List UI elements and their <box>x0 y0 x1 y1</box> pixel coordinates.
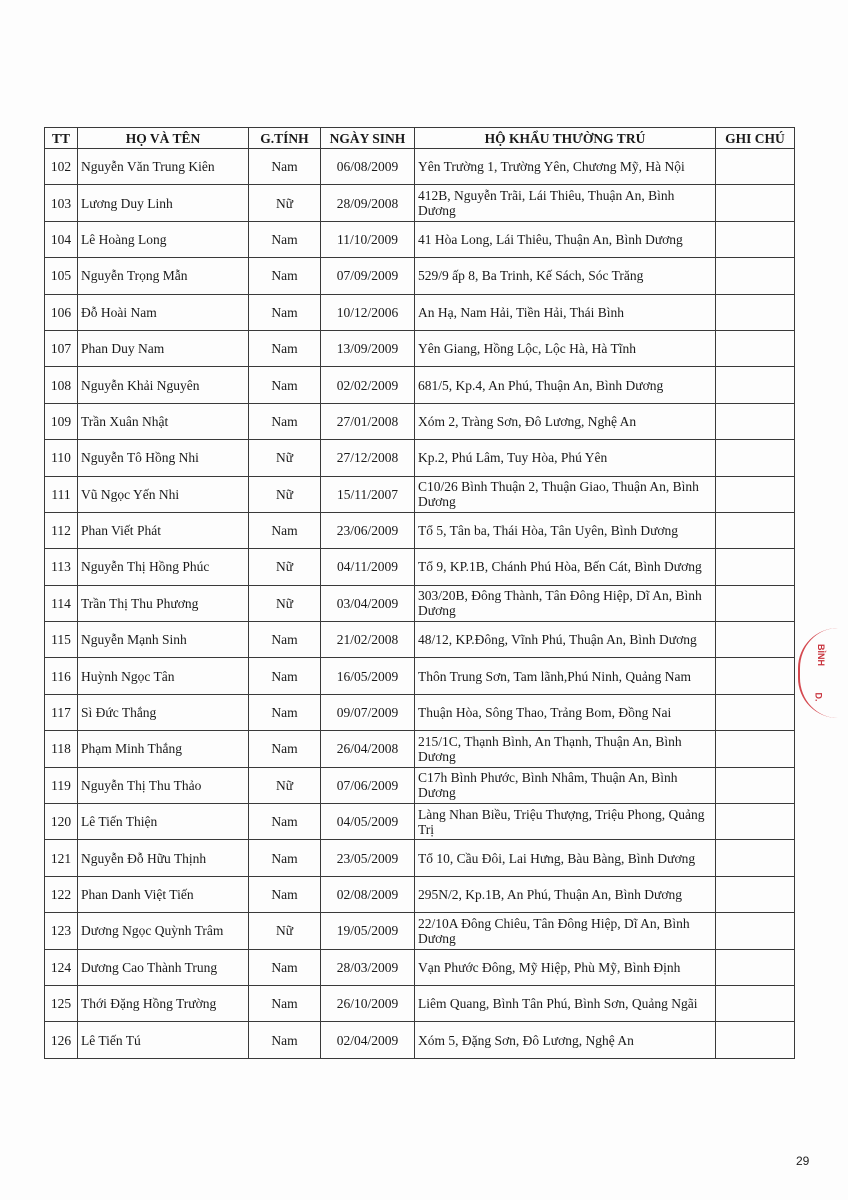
cell-notes <box>716 330 795 366</box>
cell-row-number: 119 <box>45 767 78 803</box>
cell-notes <box>716 221 795 257</box>
cell-full-name: Lê Tiến Tú <box>78 1022 249 1058</box>
cell-row-number: 108 <box>45 367 78 403</box>
cell-full-name: Lê Hoàng Long <box>78 221 249 257</box>
cell-permanent-address: C10/26 Bình Thuận 2, Thuận Giao, Thuận An, Bình Dương <box>415 476 716 512</box>
cell-full-name: Nguyễn Đỗ Hữu Thịnh <box>78 840 249 876</box>
cell-notes <box>716 258 795 294</box>
cell-permanent-address: Xóm 5, Đặng Sơn, Đô Lương, Nghệ An <box>415 1022 716 1058</box>
cell-gender: Nam <box>249 840 321 876</box>
cell-full-name: Vũ Ngọc Yến Nhi <box>78 476 249 512</box>
table-row <box>45 403 795 439</box>
header-tt: TT <box>45 128 78 149</box>
cell-date-of-birth: 23/05/2009 <box>321 840 415 876</box>
table-row <box>45 330 795 366</box>
cell-date-of-birth: 03/04/2009 <box>321 585 415 621</box>
table-row <box>45 476 795 512</box>
cell-row-number: 109 <box>45 403 78 439</box>
cell-row-number: 110 <box>45 440 78 476</box>
cell-gender: Nam <box>249 876 321 912</box>
cell-row-number: 104 <box>45 221 78 257</box>
table-row <box>45 549 795 585</box>
cell-full-name: Dương Ngọc Quỳnh Trâm <box>78 913 249 949</box>
cell-notes <box>716 658 795 694</box>
cell-date-of-birth: 23/06/2009 <box>321 512 415 548</box>
cell-permanent-address: 41 Hòa Long, Lái Thiêu, Thuận An, Bình Dương <box>415 221 716 257</box>
cell-date-of-birth: 27/01/2008 <box>321 403 415 439</box>
header-date-of-birth: NGÀY SINH <box>321 128 415 149</box>
page-number: 29 <box>796 1154 810 1168</box>
cell-permanent-address: Kp.2, Phú Lâm, Tuy Hòa, Phú Yên <box>415 440 716 476</box>
cell-row-number: 122 <box>45 876 78 912</box>
cell-gender: Nữ <box>249 440 321 476</box>
cell-gender: Nữ <box>249 549 321 585</box>
cell-date-of-birth: 28/09/2008 <box>321 185 415 221</box>
cell-gender: Nam <box>249 367 321 403</box>
cell-full-name: Thới Đặng Hồng Trường <box>78 985 249 1021</box>
cell-row-number: 106 <box>45 294 78 330</box>
table-row <box>45 367 795 403</box>
cell-full-name: Nguyễn Thị Hồng Phúc <box>78 549 249 585</box>
cell-full-name: Phan Danh Việt Tiến <box>78 876 249 912</box>
cell-row-number: 105 <box>45 258 78 294</box>
cell-notes <box>716 440 795 476</box>
table-row <box>45 913 795 949</box>
cell-permanent-address: 295N/2, Kp.1B, An Phú, Thuận An, Bình Dương <box>415 876 716 912</box>
table-row <box>45 840 795 876</box>
cell-date-of-birth: 28/03/2009 <box>321 949 415 985</box>
cell-row-number: 124 <box>45 949 78 985</box>
cell-notes <box>716 985 795 1021</box>
cell-row-number: 123 <box>45 913 78 949</box>
cell-permanent-address: Liêm Quang, Bình Tân Phú, Bình Sơn, Quảng Ngãi <box>415 985 716 1021</box>
table-row <box>45 149 795 185</box>
cell-date-of-birth: 11/10/2009 <box>321 221 415 257</box>
header-full-name: HỌ VÀ TÊN <box>78 128 249 149</box>
cell-gender: Nam <box>249 731 321 767</box>
cell-row-number: 114 <box>45 585 78 621</box>
cell-full-name: Huỳnh Ngọc Tân <box>78 658 249 694</box>
cell-permanent-address: 412B, Nguyễn Trãi, Lái Thiêu, Thuận An, Bình Dương <box>415 185 716 221</box>
table-row <box>45 804 795 840</box>
cell-date-of-birth: 21/02/2008 <box>321 622 415 658</box>
cell-full-name: Nguyễn Mạnh Sinh <box>78 622 249 658</box>
cell-row-number: 111 <box>45 476 78 512</box>
cell-date-of-birth: 26/10/2009 <box>321 985 415 1021</box>
table-row <box>45 440 795 476</box>
cell-permanent-address: Thôn Trung Sơn, Tam lãnh,Phú Ninh, Quảng Nam <box>415 658 716 694</box>
cell-row-number: 121 <box>45 840 78 876</box>
cell-full-name: Trần Thị Thu Phương <box>78 585 249 621</box>
cell-full-name: Lương Duy Linh <box>78 185 249 221</box>
cell-full-name: Nguyễn Văn Trung Kiên <box>78 149 249 185</box>
cell-full-name: Nguyễn Thị Thu Thảo <box>78 767 249 803</box>
cell-full-name: Dương Cao Thành Trung <box>78 949 249 985</box>
cell-date-of-birth: 04/05/2009 <box>321 804 415 840</box>
table-row <box>45 185 795 221</box>
cell-date-of-birth: 16/05/2009 <box>321 658 415 694</box>
cell-row-number: 118 <box>45 731 78 767</box>
cell-gender: Nữ <box>249 185 321 221</box>
cell-date-of-birth: 27/12/2008 <box>321 440 415 476</box>
cell-gender: Nam <box>249 985 321 1021</box>
cell-notes <box>716 512 795 548</box>
cell-permanent-address: 22/10A Đông Chiêu, Tân Đông Hiệp, Dĩ An, Bình Dương <box>415 913 716 949</box>
cell-notes <box>716 731 795 767</box>
table-row <box>45 622 795 658</box>
cell-full-name: Phan Duy Nam <box>78 330 249 366</box>
cell-notes <box>716 476 795 512</box>
cell-notes <box>716 913 795 949</box>
cell-notes <box>716 149 795 185</box>
cell-notes <box>716 622 795 658</box>
cell-permanent-address: 303/20B, Đông Thành, Tân Đông Hiệp, Dĩ An, Bình Dương <box>415 585 716 621</box>
stamp-text-top: BÌNH <box>816 644 826 666</box>
cell-notes <box>716 549 795 585</box>
student-roster-table <box>44 127 795 1059</box>
cell-notes <box>716 840 795 876</box>
cell-permanent-address: An Hạ, Nam Hải, Tiền Hải, Thái Bình <box>415 294 716 330</box>
cell-gender: Nam <box>249 1022 321 1058</box>
cell-date-of-birth: 13/09/2009 <box>321 330 415 366</box>
cell-permanent-address: Yên Trường 1, Trường Yên, Chương Mỹ, Hà Nội <box>415 149 716 185</box>
cell-full-name: Phạm Minh Thắng <box>78 731 249 767</box>
cell-date-of-birth: 15/11/2007 <box>321 476 415 512</box>
cell-row-number: 117 <box>45 694 78 730</box>
cell-row-number: 116 <box>45 658 78 694</box>
cell-permanent-address: Tổ 9, KP.1B, Chánh Phú Hòa, Bến Cát, Bình Dương <box>415 549 716 585</box>
cell-gender: Nam <box>249 330 321 366</box>
cell-full-name: Trần Xuân Nhật <box>78 403 249 439</box>
cell-permanent-address: 215/1C, Thạnh Bình, An Thạnh, Thuận An, Bình Dương <box>415 731 716 767</box>
cell-gender: Nam <box>249 403 321 439</box>
header-notes: GHI CHÚ <box>716 128 795 149</box>
cell-date-of-birth: 07/06/2009 <box>321 767 415 803</box>
cell-date-of-birth: 09/07/2009 <box>321 694 415 730</box>
cell-date-of-birth: 02/04/2009 <box>321 1022 415 1058</box>
cell-gender: Nam <box>249 149 321 185</box>
cell-date-of-birth: 04/11/2009 <box>321 549 415 585</box>
header-permanent-address: HỘ KHẨU THƯỜNG TRÚ <box>415 128 716 149</box>
cell-permanent-address: 48/12, KP.Đông, Vĩnh Phú, Thuận An, Bình Dương <box>415 622 716 658</box>
header-row <box>45 128 795 149</box>
cell-notes <box>716 185 795 221</box>
cell-permanent-address: Tổ 5, Tân ba, Thái Hòa, Tân Uyên, Bình Dương <box>415 512 716 548</box>
cell-gender: Nam <box>249 221 321 257</box>
cell-permanent-address: 681/5, Kp.4, An Phú, Thuận An, Bình Dương <box>415 367 716 403</box>
cell-gender: Nam <box>249 804 321 840</box>
cell-date-of-birth: 02/02/2009 <box>321 367 415 403</box>
table-row <box>45 767 795 803</box>
cell-full-name: Đỗ Hoài Nam <box>78 294 249 330</box>
table-body <box>45 149 795 1059</box>
cell-permanent-address: Yên Giang, Hồng Lộc, Lộc Hà, Hà Tĩnh <box>415 330 716 366</box>
cell-notes <box>716 876 795 912</box>
table-row <box>45 694 795 730</box>
cell-row-number: 102 <box>45 149 78 185</box>
cell-permanent-address: 529/9 ấp 8, Ba Trinh, Kế Sách, Sóc Trăng <box>415 258 716 294</box>
cell-full-name: Lê Tiến Thiện <box>78 804 249 840</box>
table-row <box>45 294 795 330</box>
cell-row-number: 112 <box>45 512 78 548</box>
cell-notes <box>716 949 795 985</box>
cell-gender: Nữ <box>249 767 321 803</box>
cell-notes <box>716 767 795 803</box>
cell-permanent-address: Vạn Phước Đông, Mỹ Hiệp, Phù Mỹ, Bình Định <box>415 949 716 985</box>
table-row <box>45 585 795 621</box>
cell-date-of-birth: 02/08/2009 <box>321 876 415 912</box>
table-row <box>45 1022 795 1058</box>
cell-row-number: 126 <box>45 1022 78 1058</box>
cell-full-name: Nguyễn Trọng Mẫn <box>78 258 249 294</box>
cell-notes <box>716 403 795 439</box>
cell-gender: Nam <box>249 258 321 294</box>
table-row <box>45 876 795 912</box>
cell-gender: Nam <box>249 512 321 548</box>
cell-gender: Nam <box>249 694 321 730</box>
cell-notes <box>716 294 795 330</box>
header-gender: G.TÍNH <box>249 128 321 149</box>
cell-notes <box>716 585 795 621</box>
cell-full-name: Nguyễn Tô Hồng Nhi <box>78 440 249 476</box>
cell-date-of-birth: 06/08/2009 <box>321 149 415 185</box>
cell-full-name: Nguyễn Khải Nguyên <box>78 367 249 403</box>
table-header <box>45 128 795 149</box>
cell-row-number: 103 <box>45 185 78 221</box>
cell-full-name: Sì Đức Thắng <box>78 694 249 730</box>
cell-row-number: 115 <box>45 622 78 658</box>
cell-gender: Nam <box>249 294 321 330</box>
cell-date-of-birth: 10/12/2006 <box>321 294 415 330</box>
cell-gender: Nam <box>249 622 321 658</box>
cell-full-name: Phan Viết Phát <box>78 512 249 548</box>
cell-permanent-address: C17h Bình Phước, Bình Nhâm, Thuận An, Bình Dương <box>415 767 716 803</box>
cell-notes <box>716 694 795 730</box>
cell-gender: Nam <box>249 658 321 694</box>
cell-gender: Nữ <box>249 585 321 621</box>
cell-row-number: 120 <box>45 804 78 840</box>
cell-row-number: 125 <box>45 985 78 1021</box>
table-row <box>45 512 795 548</box>
cell-permanent-address: Xóm 2, Tràng Sơn, Đô Lương, Nghệ An <box>415 403 716 439</box>
cell-gender: Nam <box>249 949 321 985</box>
cell-notes <box>716 367 795 403</box>
table-row <box>45 658 795 694</box>
table-row <box>45 258 795 294</box>
cell-row-number: 113 <box>45 549 78 585</box>
cell-permanent-address: Tổ 10, Cầu Đôi, Lai Hưng, Bàu Bàng, Bình Dương <box>415 840 716 876</box>
cell-date-of-birth: 26/04/2008 <box>321 731 415 767</box>
table-row <box>45 731 795 767</box>
table-row <box>45 221 795 257</box>
table-row <box>45 985 795 1021</box>
cell-notes <box>716 804 795 840</box>
cell-row-number: 107 <box>45 330 78 366</box>
table-row <box>45 949 795 985</box>
cell-gender: Nữ <box>249 913 321 949</box>
cell-notes <box>716 1022 795 1058</box>
cell-gender: Nữ <box>249 476 321 512</box>
cell-permanent-address: Thuận Hòa, Sông Thao, Trảng Bom, Đồng Nai <box>415 694 716 730</box>
cell-date-of-birth: 07/09/2009 <box>321 258 415 294</box>
cell-permanent-address: Làng Nhan Biều, Triệu Thượng, Triệu Phong, Quảng Trị <box>415 804 716 840</box>
stamp-text-bottom: D. <box>813 692 824 702</box>
cell-date-of-birth: 19/05/2009 <box>321 913 415 949</box>
